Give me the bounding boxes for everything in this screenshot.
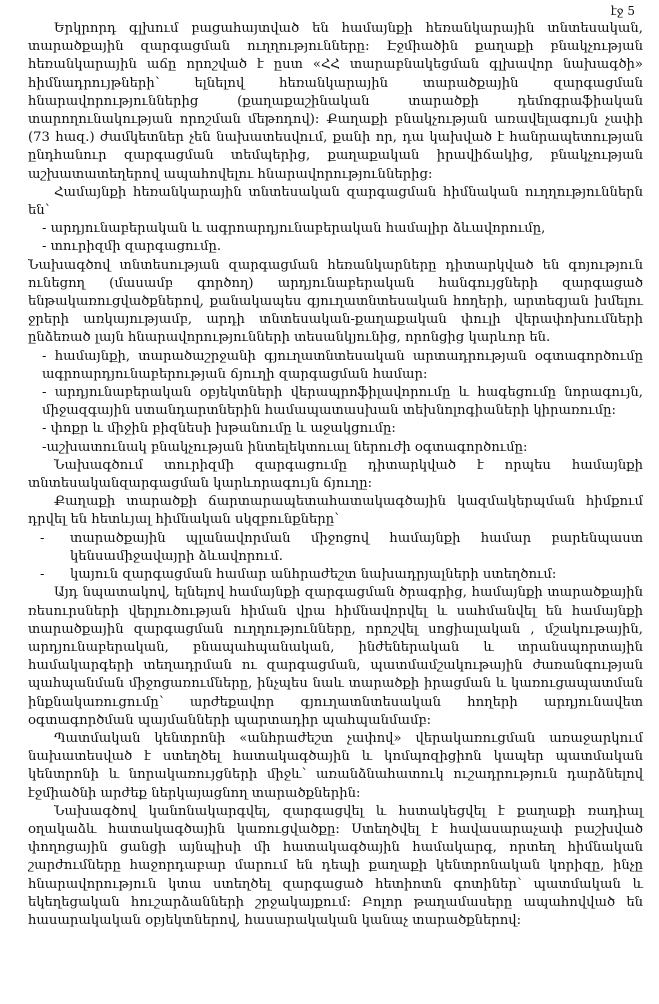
- paragraph-historic-center: Պատմական կենտրոնի «անհրաժեշտ չափով» վերակառուցման առաջարկում նախատեսված է ստեղծել հատակագծային և կոմպոզիցիոն կապեր պատմական կենտրոնի և նորակառույցների միջև՝ առանձնահատուկ ուշադրություն դարձնելով էջմիածնի արժեք ներկայացնող տարածքներին:: [28, 730, 643, 801]
- list-item: - փոքր և միջին բիզնեսի խթանումը և աջակցումը:: [42, 421, 396, 437]
- paragraph-prospects: Նախագծով տնտեսության զարգացման հեռանկարները դիտարկված են գոյություն ունեցող (մասամբ գործող) արդյունաբերական հանգույցների զարգացած ենթակառուցվածքներով, քանակապես գյուղատնտեսական հողերի, արտեզյան խմելու ջրերի առկայությամբ, արդի տնտեսական-քաղաքական փուլի վերափոխումների ընձեռած լայն հնարավորությունների տեսանկյունից, որոնցից կարևոր են.: [28, 257, 643, 346]
- list-item: - արդյունաբերական և ագրոարդյունաբերական համալիր ձևավորումը,: [42, 221, 546, 237]
- list-item: [28, 530, 643, 566]
- page-number: էջ 5: [610, 4, 635, 18]
- list-item: [28, 566, 643, 584]
- list-item-text: տարածքային պլանավորման միջոցով համայնքի համար բարենպաստ կենսամիջավայրի ձևավորում.: [70, 530, 643, 564]
- list-item: - համայնքի, տարածաշրջանի գյուղատնտեսական արտադրության օգտագործումը ագրոարդյունաբերության ճյուղի զարգացման համար:: [42, 348, 643, 382]
- paragraph-tourism: Նախագծում տուրիզմի զարգացումը դիտարկված է որպես համայնքի տնտեսականզարգացման կարևորագույն ճյուղը:: [28, 457, 643, 492]
- paragraph-principles: Քաղաքի տարածքի ճարտարապետահատակագծային կազմակերպման հիմքում դրվել են հետևյալ հիմնական սկզբունքները՝: [28, 494, 643, 528]
- paragraph-intro: Երկրորդ գլխում բացահայտված են համայնքի հեռանկարային տնտեսական, տարածքային զարգացման ուղղությունները: Էջմիածին քաղաքի բնակչության հեռանկարային աճը որոշված է ըստ «ՀՀ տարաբնակեցման գլխավոր նախագծի» հիմնադրույթների՝ ելնելով հեռանկարային տարածքային զարգացման հնարավորություններից (քաղաքաշինական տարածքի դեմոգրաֆիական տարողունակության որոշման մեթոդով): Քաղաքի բնակչության առավելագույն չափի (73 հազ.) ժամկետներ չեն նախատեսվում, քանի որ, դա կախված է հանրապետության ընդհանուր զարգացման տեմպերից, քաղաքական իրավիճակից, բնակչության աշխատատեղերով ապահովելու հնարավորություններից:: [28, 21, 643, 182]
- list-item: - արդյունաբերական օբյեկտների վերապրոֆիլավորումը և հագեցումը նորագույն, միջազգային ստանդարտներին համապատասխան տեխնոլոգիաների կիրառումը:: [42, 385, 643, 419]
- list-item: -աշխատունակ բնակչության ինտելեկտուալ ներուժի օգտագործումը:: [42, 439, 528, 455]
- list-item-text: կայուն զարգացման համար անհրաժեշտ նախադրյալների ստեղծում:: [70, 567, 557, 583]
- list-item: - տուրիզմի զարգացումը.: [42, 239, 222, 255]
- paragraph-purpose: Այդ նպատակով, ելնելով համայնքի զարգացման ծրագրից, համայնքի տարածքային ռեսուրսների վերլուծության հիման վրա հիմնավորվել և սահմանվել են համայնքի տարածքային զարգացման ուղղությունները, որոշվել սոցիալական , մշակութային, արդյունաբերական, բնապահպանական, ինժեներական և տրանսպորտային համակարգերի տեղադրման ու զարգացման, պատմամշակութային ժառանգության պահպանման միջոցառումները, ինչպես նաև տարածքի իրացման և կառուցապատման ինքնակառուցումը՝ արժեքավոր գյուղատնտեսական հողերի արդյունավետ օգտագործման պայմանների պարտադիր պահպանմամբ:: [28, 585, 643, 728]
- paragraph-directions: Համայնքի հեռանկարային տնտեսական զարգացման հիմնական ուղղություններն են՝: [28, 184, 643, 219]
- list-dash: -: [40, 567, 45, 583]
- list-dash: -: [40, 530, 45, 546]
- paragraph-street-network: Նախագծով կանոնակարգվել, զարգացվել և հստակեցվել է քաղաքի ռադիալ օղակաձև հատակագծային կառուցվածքը: Ստեղծվել է հավասարաչափ բաշխված փողոցային ցանցի այնպիսի մի հատակագծային համակարգ, որտեղ հիմնական շարժումները հաջորդաբար մարում են դեպի քաղաքի կենտրոնական կորիզը, ինչը հնարավորություն կտա ստեղծել զարգացած հետիոտն գոտիներ՝ պատմական և եկեղեցական հուշարձանների շրջակայքում: Բոլոր թաղամասերը ապահովված են հասարակական օբյեկտներով, հասարակական կանաչ տարածքներով:: [28, 803, 643, 928]
- document-body: [28, 20, 643, 930]
